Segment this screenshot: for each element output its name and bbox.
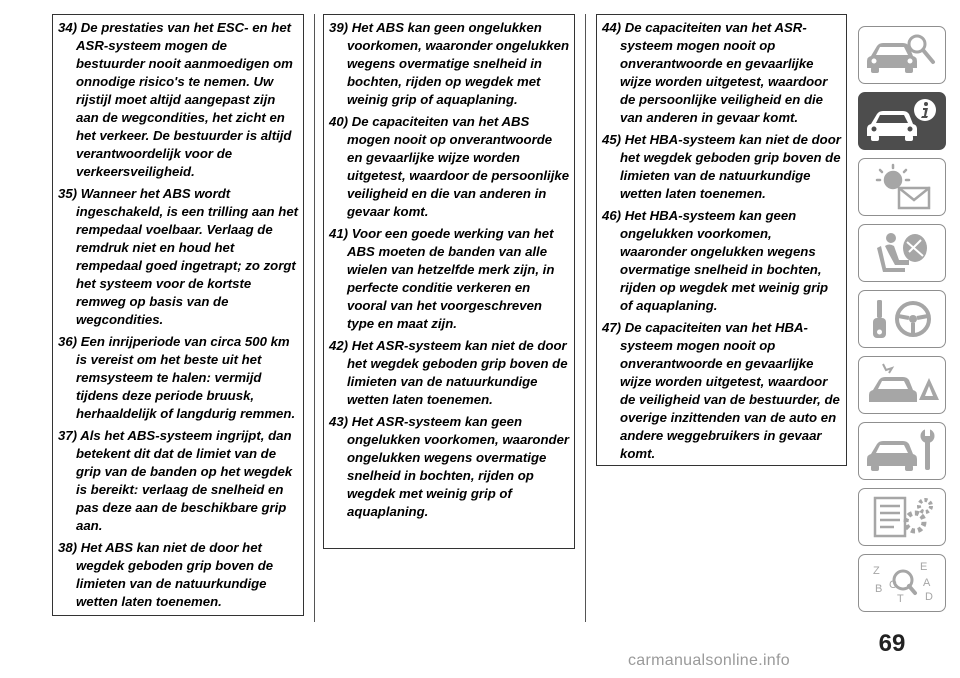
note-47: 47) De capaciteiten van het HBA-systeem mogen nooit op onverantwoorde en gevaarlijke wijze worden uitgetest, waardoor de veiligheid van de bestuurder, de overige inzittenden van de auto en andere weggebruikers in gevaar komt. — [602, 320, 840, 461]
warning-lights-message-icon — [863, 162, 941, 212]
index-letter: D — [925, 591, 933, 603]
tab-index[interactable] — [858, 554, 946, 612]
note-41: 41) Voor een goede werking van het ABS moeten de banden van alle wielen van hetzelfde merk zijn, in perfecte conditie verkeren en vooral van het voorgeschreven type en maat zijn. — [329, 226, 555, 331]
specs-gear-icon — [863, 492, 941, 542]
key-steering-wheel-icon — [863, 294, 941, 344]
tab-safety[interactable] — [858, 224, 946, 282]
tab-maintenance[interactable] — [858, 422, 946, 480]
chapter-sidebar — [858, 26, 948, 620]
tab-warning-lights[interactable] — [858, 158, 946, 216]
car-emergency-icon — [863, 360, 941, 410]
page-number: 69 — [878, 630, 906, 657]
tab-starting-driving[interactable] — [858, 290, 946, 348]
column-divider — [314, 14, 315, 622]
index-letter: B — [875, 583, 883, 595]
index-letter: C — [889, 579, 897, 591]
tab-emergency[interactable] — [858, 356, 946, 414]
car-wrench-icon — [863, 426, 941, 476]
note-45: 45) Het HBA-systeem kan niet de door het wegdek geboden grip boven de limieten van de natuurkundige wetten laten toenemen. — [602, 132, 841, 201]
tab-car-info[interactable] — [858, 92, 946, 150]
index-letter: A — [923, 577, 931, 589]
note-40: 40) De capaciteiten van het ABS mogen nooit op onverantwoorde en gevaarlijke wijze worden uitgetest, waardoor de persoonlijke veiligheid en die van anderen in gevaar komt. — [329, 114, 570, 219]
car-search-icon — [863, 30, 941, 80]
note-46: 46) Het HBA-systeem kan geen ongelukken voorkomen, waaronder ongelukken wegens overmatige snelheid in bochten, rijden op wegdek met weinig grip of aquaplaning. — [602, 208, 829, 313]
notes-column-2 — [323, 14, 575, 549]
airbag-seat-icon — [863, 228, 941, 278]
tab-technical-specs[interactable] — [858, 488, 946, 546]
note-43: 43) Het ASR-systeem kan geen ongelukken voorkomen, waaronder ongelukken wegens overmatige snelheid in bochten, rijden op wegdek met weinig grip of aquaplaning. — [329, 414, 570, 519]
tab-car-search[interactable] — [858, 26, 946, 84]
note-42: 42) Het ASR-systeem kan niet de door het wegdek geboden grip boven de limieten van de natuurkundige wetten laten toenemen. — [329, 338, 568, 407]
note-34: 34) De prestaties van het ESC- en het ASR-systeem mogen de bestuurder nooit aanmoedigen om onnodige risico's te nemen. Uw rijstijl moet altijd aangepast zijn aan de wegcondities, het zicht en het verkeer. De bestuurder is altijd verantwoordelijk voor de verkeersveiligheid. — [58, 20, 293, 179]
index-letter: Z — [873, 565, 880, 577]
index-letter: T — [897, 593, 904, 605]
note-37: 37) Als het ABS-systeem ingrijpt, dan betekent dit dat de limiet van de grip van de banden op het wegdek is bereikt: verlaag de snelheid en pas deze aan de beschikbare grip aan. — [58, 428, 293, 533]
note-36: 36) Een inrijperiode van circa 500 km is vereist om het beste uit het remsysteem te halen: vermijd tijdens deze periode bruusk, herhaaldelijk of langdurig remmen. — [58, 334, 296, 421]
notes-column-3 — [596, 14, 847, 466]
column-divider — [585, 14, 586, 622]
note-35: 35) Wanneer het ABS wordt ingeschakeld, is een trilling aan het rempedaal voelbaar. Verlaag de remdruk niet en houd het rempedaal goed ingetrapt; zo zorgt het systeem voor de kortste remweg op basis van de wegcondities. — [58, 186, 299, 327]
alphabetical-index-icon — [863, 558, 941, 608]
car-info-icon — [863, 96, 941, 146]
note-44: 44) De capaciteiten van het ASR-systeem mogen nooit op onverantwoorde en gevaarlijke wijze worden uitgetest, waardoor de persoonlijke veiligheid en die van anderen in gevaar komt. — [602, 20, 828, 125]
note-39: 39) Het ABS kan geen ongelukken voorkomen, waaronder ongelukken wegens overmatige snelheid in bochten, rijden op wegdek met weinig grip of aquaplaning. — [329, 20, 570, 107]
notes-column-1 — [52, 14, 304, 616]
watermark: carmanualsonline.info — [628, 652, 790, 669]
note-38: 38) Het ABS kan niet de door het wegdek geboden grip boven de limieten van de natuurkundige wetten laten toenemen. — [58, 540, 274, 609]
index-letter: E — [920, 561, 928, 573]
